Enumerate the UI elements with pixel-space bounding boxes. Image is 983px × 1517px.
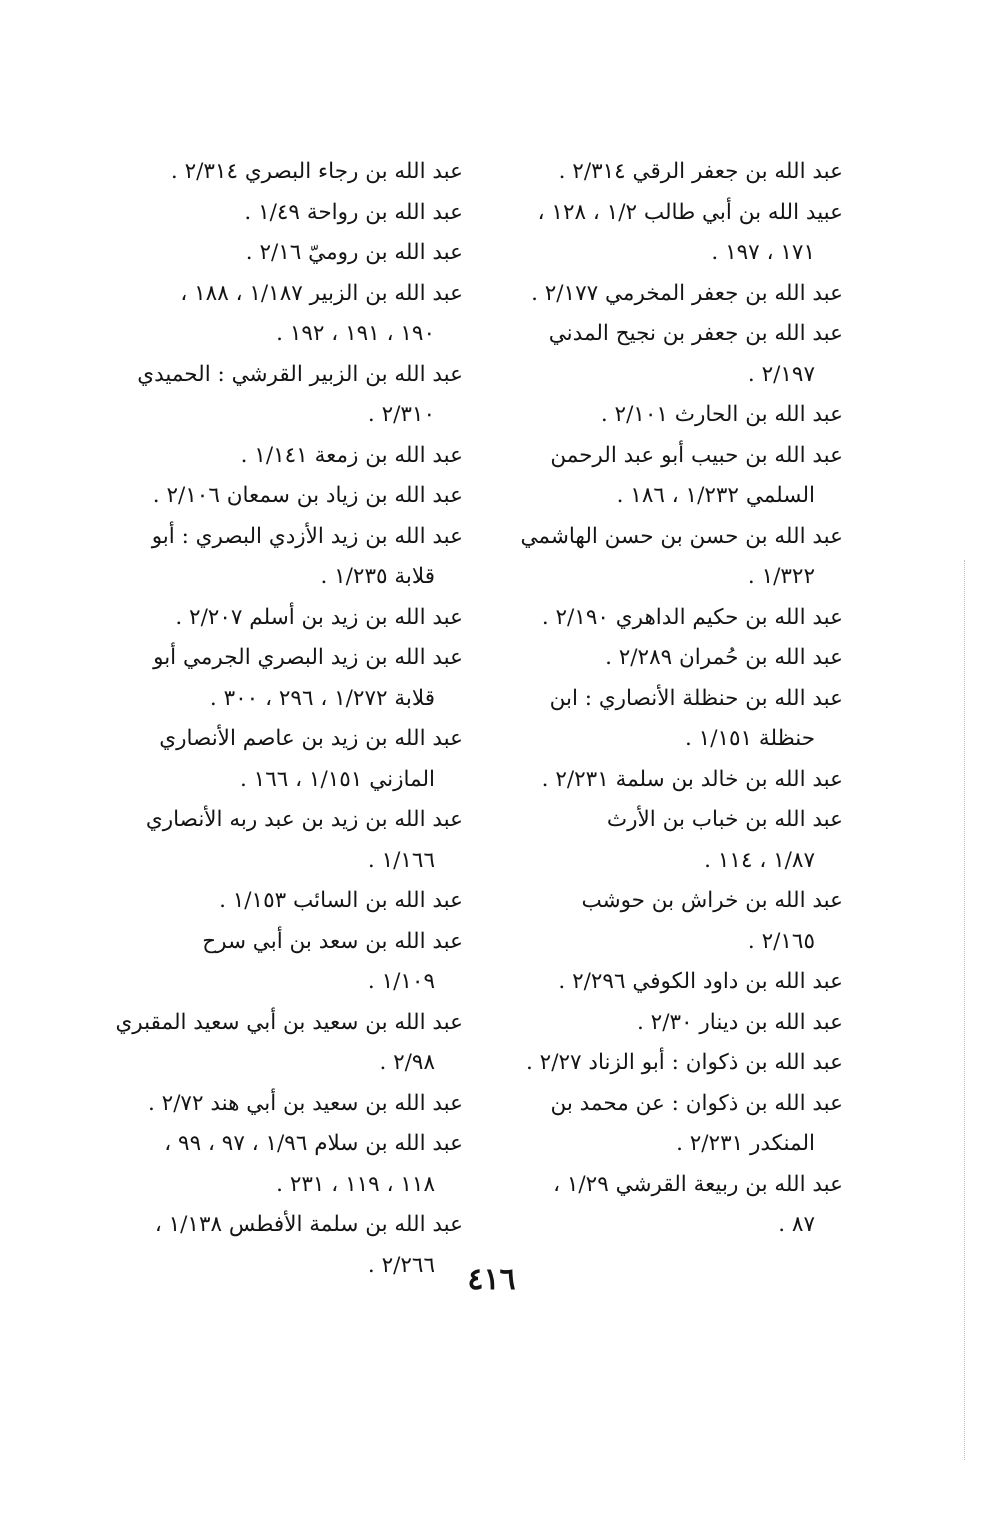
index-entry [113, 598, 463, 639]
entry-continuation-line: ١/٣٢٢ . [747, 564, 815, 589]
entry-line: عبد الله بن سعد بن أبي سرح [202, 928, 463, 954]
entry-line: عبد الله بن خالد بن سلمة ٢/٢٣١ . [541, 766, 843, 792]
page-number: ٤١٦ [467, 1262, 516, 1297]
entry-continuation-line: ٢/٩٨ . [379, 1050, 435, 1075]
index-entry [483, 760, 843, 801]
entry-continuation-line: قلابة ١/٢٣٥ . [320, 564, 435, 589]
entry-line: عبد الله بن حسن بن حسن الهاشمي [520, 523, 843, 549]
entry-continuation-line: ٢/٢٦٦ . [367, 1252, 435, 1278]
entry-line: عبد الله بن خباب بن الأرث [606, 807, 843, 832]
index-column-right [483, 152, 843, 1246]
index-entry [113, 274, 463, 355]
entry-continuation-line: السلمي ١/٢٣٢ ، ١٨٦ . [616, 483, 815, 508]
entry-line: عبد الله بن داود الكوفي ٢/٢٩٦ . [558, 969, 843, 994]
entry-line: عبد الله بن ذكوان : عن محمد بن [550, 1090, 843, 1116]
entry-line: عبد الله بن جعفر بن نجيح المدني [548, 321, 843, 346]
entry-continuation-line: ١٩٠ ، ١٩١ ، ١٩٢ . [276, 321, 435, 346]
entry-continuation-line: ٢/٣١٠ . [367, 402, 435, 427]
entry-line: عبد الله بن زيد بن عاصم الأنصاري [159, 726, 463, 751]
index-entry [113, 1084, 463, 1125]
entry-continuation-line: ١/١٦٦ . [367, 847, 435, 873]
index-entry [483, 314, 843, 395]
index-entry [113, 719, 463, 800]
index-entry [483, 638, 843, 679]
index-entry [483, 679, 843, 760]
index-entry [483, 517, 843, 598]
entry-line: عبد الله بن السائب ١/١٥٣ . [219, 888, 463, 913]
entry-line: عبد الله بن زيد بن أسلم ٢/٢٠٧ . [175, 604, 463, 630]
entry-line: عبد الله بن جعفر المخرمي ٢/١٧٧ . [531, 280, 843, 306]
entry-continuation-line: ١/١٠٩ . [367, 969, 435, 994]
index-entry [483, 881, 843, 962]
index-entry [483, 1084, 843, 1165]
entry-continuation-line: المنكدر ٢/٢٣١ . [676, 1131, 815, 1156]
index-entry [113, 193, 463, 234]
index-entry [483, 962, 843, 1003]
entry-line: عبد الله بن سلام ١/٩٦ ، ٩٧ ، ٩٩ ، [164, 1131, 463, 1156]
index-column-left [113, 152, 463, 1286]
index-entry [483, 598, 843, 639]
index-entry [483, 800, 843, 881]
entry-line: عبد الله بن سعيد بن أبي هند ٢/٧٢ . [147, 1090, 463, 1116]
entry-line: عبد الله بن سلمة الأفطس ١/١٣٨ ، [154, 1212, 463, 1237]
entry-line: عبد الله بن جعفر الرقي ٢/٣١٤ . [558, 159, 843, 184]
entry-line: عبد الله بن خراش بن حوشب [581, 888, 843, 913]
entry-line: عبد الله بن ربيعة القرشي ١/٢٩ ، [553, 1171, 843, 1197]
index-entry [113, 355, 463, 436]
entry-line: عبد الله بن دينار ٢/٣٠ . [637, 1009, 843, 1035]
entry-line: عبد الله بن حكيم الداهري ٢/١٩٠ . [541, 604, 843, 630]
index-entry [113, 233, 463, 274]
entry-line: عبد الله بن زيد البصري الجرمي أبو [153, 645, 463, 670]
index-entry [483, 274, 843, 315]
index-entry [483, 395, 843, 436]
index-entry [483, 193, 843, 274]
index-entry [483, 1003, 843, 1044]
index-entry [483, 1043, 843, 1084]
entry-line: عبيد الله بن أبي طالب ١/٢ ، ١٢٨ ، [537, 199, 843, 225]
entry-continuation-line: ٨٧ . [778, 1212, 815, 1237]
entry-line: عبد الله بن رواحة ١/٤٩ . [244, 199, 463, 225]
entry-line: عبد الله بن ذكوان : أبو الزناد ٢/٢٧ . [525, 1050, 843, 1075]
index-entry [113, 517, 463, 598]
index-entry [113, 436, 463, 477]
entry-line: عبد الله بن زيد الأزدي البصري : أبو [151, 523, 463, 549]
index-entry [483, 152, 843, 193]
entry-line: عبد الله بن زيد بن عبد ربه الأنصاري [145, 807, 463, 832]
entry-line: عبد الله بن حبيب أبو عبد الرحمن [550, 442, 843, 468]
entry-line: عبد الله بن حنظلة الأنصاري : ابن [549, 685, 843, 711]
index-entry [113, 1003, 463, 1084]
scan-edge-mark [963, 560, 965, 1460]
index-entry [483, 436, 843, 517]
index-entry [113, 800, 463, 881]
entry-continuation-line: ١/٨٧ ، ١١٤ . [704, 847, 815, 873]
index-entry [483, 1165, 843, 1246]
entry-continuation-line: المازني ١/١٥١ ، ١٦٦ . [239, 766, 435, 792]
index-entry [113, 881, 463, 922]
entry-continuation-line: قلابة ١/٢٧٢ ، ٢٩٦ ، ٣٠٠ . [209, 685, 435, 711]
entry-line: عبد الله بن زياد بن سمعان ٢/١٠٦ . [152, 483, 463, 508]
index-entry [113, 638, 463, 719]
entry-line: عبد الله بن سعيد بن أبي سعيد المقبري [115, 1009, 463, 1035]
entry-continuation-line: ١١٨ ، ١١٩ ، ٢٣١ . [276, 1171, 435, 1197]
entry-line: عبد الله بن رجاء البصري ٢/٣١٤ . [170, 159, 463, 184]
index-entry [113, 476, 463, 517]
entry-line: عبد الله بن حُمران ٢/٢٨٩ . [605, 645, 843, 670]
index-entry [113, 1124, 463, 1205]
index-entry [113, 152, 463, 193]
entry-line: عبد الله بن الزبير ١/١٨٧ ، ١٨٨ ، [180, 280, 463, 306]
entry-line: عبد الله بن روميّ ٢/١٦ . [245, 240, 463, 265]
entry-continuation-line: ٢/١٩٧ . [747, 361, 815, 387]
entry-line: عبد الله بن زمعة ١/١٤١ . [240, 442, 463, 468]
entry-continuation-line: حنظلة ١/١٥١ . [684, 726, 815, 751]
entry-line: عبد الله بن الزبير القرشي : الحميدي [137, 361, 463, 387]
index-entry [113, 922, 463, 1003]
entry-continuation-line: ٢/١٦٥ . [747, 928, 815, 954]
entry-line: عبد الله بن الحارث ٢/١٠١ . [600, 402, 843, 427]
entry-continuation-line: ١٧١ ، ١٩٧ . [711, 240, 815, 265]
